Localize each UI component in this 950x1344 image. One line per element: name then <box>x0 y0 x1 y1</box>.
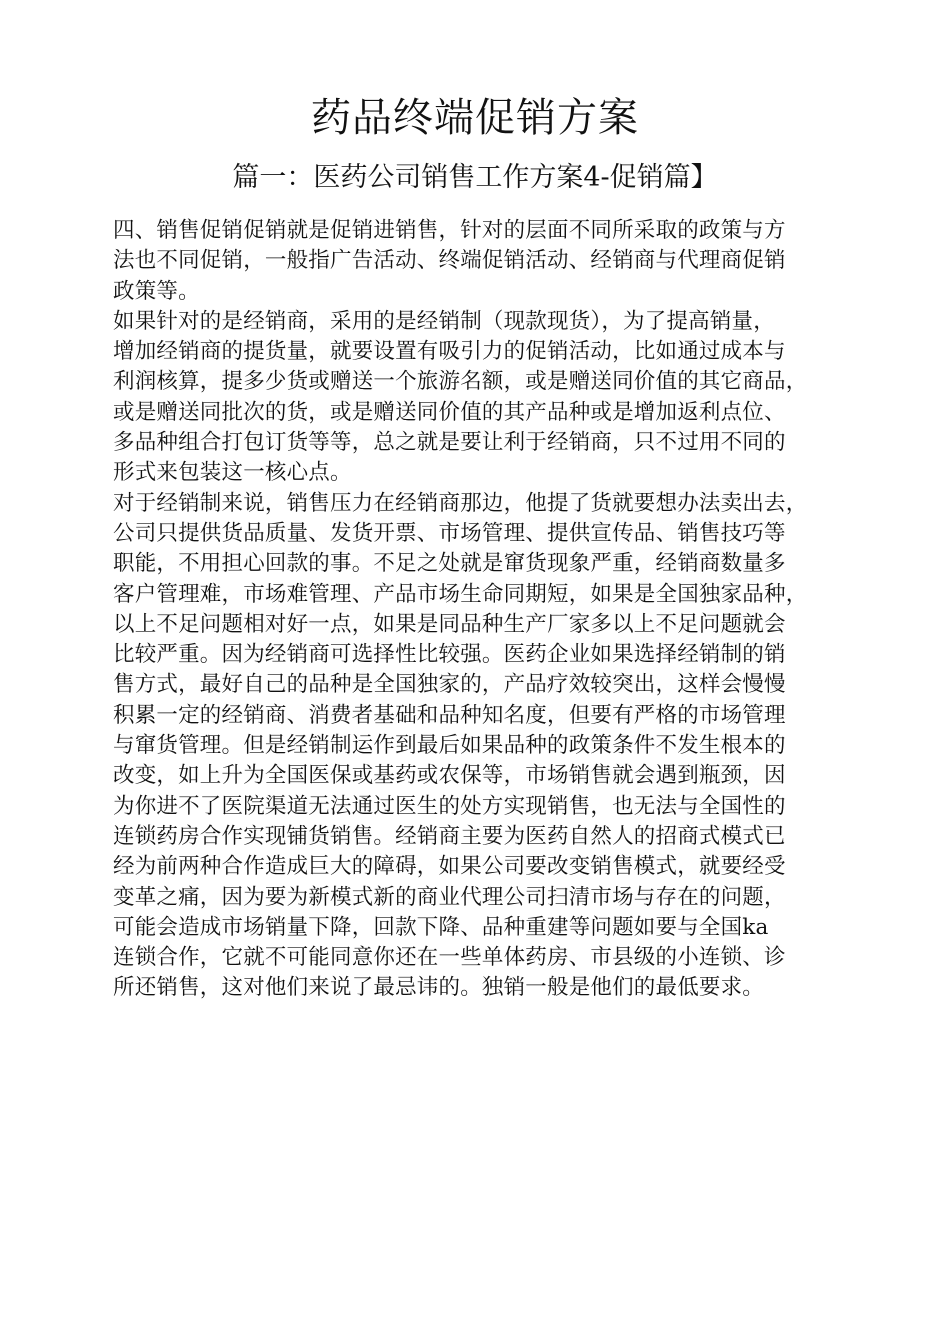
body-line: 比较严重。因为经销商可选择性比较强。医药企业如果选择经销制的销 <box>113 642 786 668</box>
document-subtitle: 篇一：医药公司销售工作方案4-促销篇】 <box>232 162 718 193</box>
body-line: 经为前两种合作造成巨大的障碍，如果公司要改变销售模式，就要经受 <box>113 854 786 880</box>
body-line: 利润核算，提多少货或赠送一个旅游名额，或是赠送同价值的其它商品， <box>113 369 808 395</box>
body-line: 以上不足问题相对好一点，如果是同品种生产厂家多以上不足问题就会 <box>113 611 786 637</box>
body-line: 政策等。 <box>113 278 200 304</box>
body-line: 所还销售，这对他们来说了最忌讳的。独销一般是他们的最低要求。 <box>113 975 765 1001</box>
document-body <box>113 216 843 1004</box>
body-line: 如果针对的是经销商，采用的是经销制（现款现货），为了提高销量， <box>113 308 775 334</box>
body-line: 可能会造成市场销量下降，回款下降、品种重建等问题如要与全国ka <box>113 914 769 940</box>
body-line: 法也不同促销，一般指广告活动、终端促销活动、经销商与代理商促销 <box>113 248 786 274</box>
body-line: 对于经销制来说，销售压力在经销商那边，他提了货就要想办法卖出去， <box>113 490 808 516</box>
body-line: 形式来包装这一核心点。 <box>113 460 352 486</box>
body-line: 为你进不了医院渠道无法通过医生的处方实现销售，也无法与全国性的 <box>113 793 786 819</box>
body-line: 与窜货管理。但是经销制运作到最后如果品种的政策条件不发生根本的 <box>113 733 786 759</box>
body-line: 连锁药房合作实现铺货销售。经销商主要为医药自然人的招商式模式已 <box>113 823 786 849</box>
document-title: 药品终端促销方案 <box>311 95 639 141</box>
body-line: 变革之痛，因为要为新模式新的商业代理公司扫清市场与存在的问题， <box>113 884 786 910</box>
body-line: 增加经销商的提货量，就要设置有吸引力的促销活动，比如通过成本与 <box>113 339 786 365</box>
body-line: 连锁合作，它就不可能同意你还在一些单体药房、市县级的小连锁、诊 <box>113 945 786 971</box>
body-line: 多品种组合打包订货等等，总之就是要让利于经销商，只不过用不同的 <box>113 430 786 456</box>
body-line: 客户管理难，市场难管理、产品市场生命同期短，如果是全国独家品种， <box>113 581 808 607</box>
body-line: 或是赠送同批次的货，或是赠送同价值的其产品种或是增加返利点位、 <box>113 399 786 425</box>
body-line: 改变，如上升为全国医保或基药或农保等，市场销售就会遇到瓶颈，因 <box>113 763 786 789</box>
body-line: 售方式，最好自己的品种是全国独家的，产品疗效较突出，这样会慢慢 <box>113 672 786 698</box>
body-line: 公司只提供货品质量、发货开票、市场管理、提供宣传品、销售技巧等 <box>113 520 786 546</box>
body-line: 积累一定的经销商、消费者基础和品种知名度，但要有严格的市场管理 <box>113 702 786 728</box>
body-line: 职能，不用担心回款的事。不足之处就是窜货现象严重，经销商数量多 <box>113 551 786 577</box>
body-line: 四、销售促销促销就是促销进销售，针对的层面不同所采取的政策与方 <box>113 218 786 243</box>
